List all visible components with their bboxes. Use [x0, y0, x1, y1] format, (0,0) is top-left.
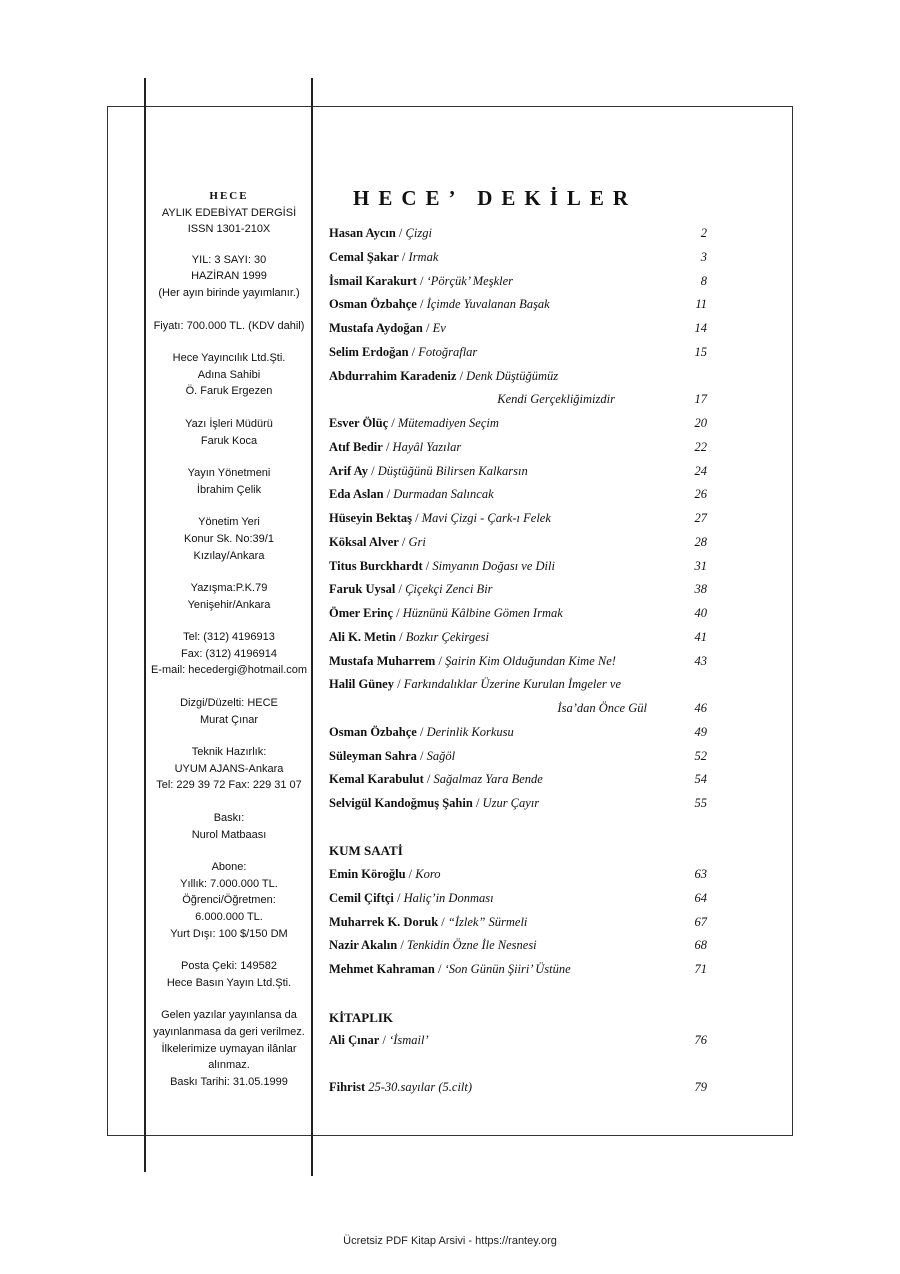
masthead-line: E-mail: hecedergi@hotmail.com [150, 664, 308, 677]
footer-text: Ücretsiz PDF Kitap Arsivi - https://rantey.org [343, 1235, 557, 1247]
entry-title: Bozkır Çekirgesi [405, 629, 489, 644]
entry-page-number: 46 [694, 701, 707, 715]
toc-entry: Hüseyin Bektaş / Mavi Çizgi - Çark-ı Felek 27 [329, 511, 707, 525]
entry-title: Derinlik Korkusu [426, 724, 514, 739]
entry-title: Düştüğünü Bilirsen Kalkarsın [377, 463, 528, 478]
toc-entry: Osman Özbahçe / Derinlik Korkusu 49 [329, 724, 707, 739]
entry-title: Çiçekçi Zenci Bir [405, 582, 493, 597]
entry-author: Ali K. Metin [329, 629, 397, 644]
entry-page-number: 11 [695, 297, 707, 312]
masthead [146, 188, 312, 1106]
entry-title: Denk Düştüğümüz [466, 368, 559, 383]
entry-page-number: 15 [694, 344, 707, 359]
entry-title: Hüznünü Kâlbine Gömen Irmak [402, 606, 563, 620]
entry-page-number: 8 [700, 273, 707, 288]
masthead-line: Yönetim Yeri [198, 516, 260, 529]
masthead-line: Yenişehir/Ankara [187, 598, 271, 611]
entry-author: Hüseyin Bektaş [329, 511, 413, 525]
masthead-line: UYUM AJANS-Ankara [174, 762, 284, 775]
entry-author: Emin Köroğlu [329, 867, 406, 881]
masthead-line: Posta Çeki: 149582 [180, 960, 277, 973]
toc-entry: Mehmet Kahraman / ‘Son Günün Şiiri’ Üstüne 71 [329, 962, 707, 976]
entry-page-number: 2 [700, 226, 707, 240]
toc-entry [329, 701, 707, 719]
entry-author: Ömer Erinç [329, 606, 393, 620]
masthead-line: Fax: (312) 4196914 [180, 647, 277, 660]
masthead-line: HAZİRAN 1999 [191, 270, 267, 283]
toc-entry: Faruk Uysal / Çiçekçi Zenci Bir 38 [329, 582, 707, 597]
postal-info [146, 958, 312, 991]
entry-author: Mehmet Kahraman [329, 962, 435, 976]
toc-index-row [329, 1080, 707, 1098]
entry-page-number: 22 [694, 439, 707, 454]
masthead-line: Yıllık: 7.000.000 TL. [180, 877, 278, 890]
entry-author: Muharrek K. Doruk [329, 914, 439, 929]
index-page: 79 [694, 1080, 707, 1094]
toc-entry: Muharrek K. Doruk / “İzlek” Sürmeli 67 [329, 914, 707, 929]
office-info [146, 514, 312, 564]
masthead-line: Adına Sahibi [197, 368, 261, 381]
masthead-line: Yurt Dışı: 100 $/150 DM [170, 927, 288, 940]
entry-title: İçimde Yuvalanan Başak [426, 297, 550, 312]
entry-title: Şairin Kim Olduğundan Kime Ne! [445, 653, 616, 668]
mail-info [146, 580, 312, 613]
masthead-line: Abone: [211, 861, 247, 874]
tech-info [146, 744, 312, 794]
masthead-line: 6.000.000 TL. [195, 911, 263, 923]
entry-author: Arif Ay [329, 463, 368, 478]
entry-author: Süleyman Sahra [329, 748, 417, 763]
masthead-line: Kızılay/Ankara [193, 549, 265, 562]
entry-page-number: 64 [694, 890, 707, 905]
toc-entry: Titus Burckhardt / Simyanın Doğası ve Dili 31 [329, 558, 707, 573]
entry-author: Selvigül Kandoğmuş Şahin [329, 796, 473, 810]
section-kitaplik: KİTAPLIK [329, 1010, 394, 1025]
masthead-line: Yazı İşleri Müdürü [185, 417, 273, 430]
entry-author: Cemal Şakar [329, 249, 399, 264]
section-kum-saati: KUM SAATİ [329, 843, 403, 858]
masthead-line: Baskı Tarihi: 31.05.1999 [170, 1075, 288, 1088]
entry-title: ‘Son Günün Şiiri’ Üstüne [444, 962, 571, 976]
entry-title: Mavi Çizgi - Çark-ı Felek [421, 511, 551, 525]
masthead-line: yayınlanmasa da geri verilmez. [153, 1025, 305, 1038]
masthead-issn: ISSN 1301-210X [187, 223, 271, 236]
entry-title: ‘İsmail’ [389, 1033, 429, 1047]
entry-page-number: 76 [694, 1033, 707, 1047]
entry-page-number: 67 [694, 914, 707, 929]
contact-info [146, 629, 312, 679]
entry-page-number: 17 [694, 392, 707, 407]
entry-author: Titus Burckhardt [329, 558, 423, 573]
masthead-brand: HECE [209, 190, 249, 202]
publisher-info [146, 350, 312, 400]
entry-title: “İzlek” Sürmeli [447, 914, 528, 929]
entry-page-number: 68 [694, 938, 707, 953]
entry-author: İsmail Karakurt [329, 273, 417, 288]
layout-info [146, 695, 312, 728]
toc-title: HECE’ DEKİLER [353, 186, 638, 210]
masthead-line: Konur Sk. No:39/1 [184, 532, 274, 545]
masthead-line: Dizgi/Düzelti: HECE [180, 697, 278, 710]
masthead-line: Öğrenci/Öğretmen: [182, 894, 276, 907]
masthead-line: Nurol Matbaası [191, 828, 267, 841]
masthead-line: Murat Çınar [199, 713, 259, 726]
entry-page-number: 28 [694, 534, 707, 549]
entry-title: Uzur Çayır [482, 796, 540, 810]
masthead-line: Yazışma:P.K.79 [190, 582, 268, 595]
entry-author: Cemil Çiftçi [329, 890, 394, 905]
entry-author: Eda Aslan [329, 487, 384, 502]
toc-entry: Nazir Akalın / Tenkidin Özne İle Nesnesi 68 [329, 938, 707, 953]
toc-entry: Atıf Bedir / Hayâl Yazılar 22 [329, 439, 707, 454]
entry-title: Koro [415, 867, 441, 881]
toc-entry: Selvigül Kandoğmuş Şahin / Uzur Çayır 55 [329, 796, 707, 810]
toc-entry: Esver Ölüç / Mütemadiyen Seçim 20 [329, 416, 707, 430]
entry-author: Köksal Alver [329, 534, 399, 549]
entry-page-number: 71 [694, 962, 707, 976]
entry-title: Sağalmaz Yara Bende [433, 772, 543, 787]
print-info [146, 810, 312, 843]
entry-title: Gri [408, 534, 426, 549]
entry-title: Sağöl [426, 748, 456, 763]
masthead-line: Gelen yazılar yayınlansa da [161, 1009, 297, 1022]
toc-entry: Cemil Çiftçi / Haliç’in Donması 64 [329, 890, 707, 905]
entry-title: Çizgi [405, 226, 432, 240]
masthead-line: Baskı: [213, 812, 245, 825]
masthead-line: Tel: 229 39 72 Fax: 229 31 07 [156, 779, 302, 792]
entry-author: Hasan Aycın [329, 226, 396, 240]
entry-page-number: 49 [694, 724, 707, 739]
price-info [146, 318, 312, 335]
entry-author: Mustafa Aydoğan [329, 321, 423, 335]
entry-title: Haliç’in Donması [403, 890, 494, 905]
toc-entry: Emin Köroğlu / Koro 63 [329, 867, 707, 881]
toc-entry: Ali Çınar / ‘İsmail’ 76 [329, 1033, 707, 1047]
entry-page-number: 43 [694, 653, 707, 668]
entry-page-number: 24 [694, 463, 707, 478]
toc-entry: Eda Aslan / Durmadan Salıncak 26 [329, 487, 707, 502]
entry-title: Mütemadiyen Seçim [397, 416, 499, 430]
toc-entry: Abdurrahim Karadeniz / Denk Düştüğümüz [329, 368, 559, 383]
index-label: Fihrist [329, 1080, 366, 1094]
entry-title: Tenkidin Özne İle Nesnesi [406, 938, 537, 953]
entry-author: Osman Özbahçe [329, 297, 417, 312]
masthead-line: (Her ayın birinde yayımlanır.) [158, 286, 300, 299]
masthead-line: Hece Basın Yayın Ltd.Şti. [166, 976, 292, 989]
masthead-line: Hece Yayıncılık Ltd.Şti. [172, 352, 286, 365]
toc-entry: Osman Özbahçe / İçimde Yuvalanan Başak 11 [329, 297, 707, 312]
toc-entry [329, 392, 707, 410]
entry-page-number: 40 [694, 606, 707, 620]
entry-author: Osman Özbahçe [329, 724, 417, 739]
toc-entry: Mustafa Aydoğan / Ev 14 [329, 321, 707, 335]
issue-info [146, 252, 312, 302]
toc-entry: İsmail Karakurt / ‘Pörçük’ Meşkler 8 [329, 273, 707, 288]
masthead-line: Tel: (312) 4196913 [183, 631, 275, 644]
entry-author: Kemal Karabulut [329, 772, 424, 787]
entry-title: Fotoğraflar [418, 344, 478, 359]
masthead-line: Yayın Yönetmeni [187, 467, 271, 480]
editor-info [146, 416, 312, 449]
price-text: Fiyatı: 700.000 TL. (KDV dahil) [153, 319, 305, 332]
entry-author: Faruk Uysal [329, 582, 396, 597]
entry-title: Hayâl Yazılar [392, 439, 462, 454]
entry-page-number: 14 [694, 321, 707, 335]
masthead-line: İlkelerimize uymayan ilânlar [161, 1042, 297, 1055]
entry-author: Atıf Bedir [329, 439, 383, 454]
entry-page-number: 52 [694, 748, 707, 763]
toc-entry: Ali K. Metin / Bozkır Çekirgesi 41 [329, 629, 707, 644]
entry-author: Selim Erdoğan [329, 344, 409, 359]
toc-entry: Halil Güney / Farkındalıklar Üzerine Kurulan İmgeler ve [329, 677, 622, 692]
entry-author: Ali Çınar [329, 1033, 380, 1047]
masthead-line: Ö. Faruk Ergezen [185, 385, 273, 398]
entry-title: Ev [432, 321, 446, 335]
toc-entry: Ömer Erinç / Hüznünü Kâlbine Gömen Irmak 40 [329, 606, 707, 620]
entry-title: Durmadan Salıncak [393, 487, 494, 502]
manager-info [146, 465, 312, 498]
masthead-line: YIL: 3 SAYI: 30 [191, 253, 267, 266]
entry-title: ‘Pörçük’ Meşkler [426, 273, 514, 288]
masthead-line: Faruk Koca [200, 434, 258, 447]
entry-page-number: 41 [694, 629, 707, 644]
entry-page-number: 55 [694, 796, 707, 810]
entry-page-number: 20 [694, 416, 707, 430]
entry-page-number: 26 [694, 487, 707, 502]
masthead-line: alınmaz. [208, 1059, 250, 1072]
entry-title: Farkındalıklar Üzerine Kurulan İmgeler ve [403, 677, 622, 692]
entry-page-number: 27 [694, 511, 707, 525]
subscription-info [146, 859, 312, 942]
entry-author: Mustafa Muharrem [329, 653, 436, 668]
entry-title-continued: Kendi Gerçekliğimizdir [497, 392, 615, 407]
entry-title: Simyanın Doğası ve Dili [432, 558, 555, 573]
entry-author: Nazir Akalın [329, 938, 398, 953]
entry-page-number: 38 [694, 582, 707, 597]
index-work: 25-30.sayılar (5.cilt) [368, 1080, 473, 1094]
entry-title: Irmak [408, 249, 439, 264]
entry-page-number: 31 [694, 558, 707, 573]
toc-entry: Cemal Şakar / Irmak 3 [329, 249, 707, 264]
entry-page-number: 54 [694, 772, 707, 787]
entry-page-number: 63 [694, 867, 707, 881]
toc-entry: Selim Erdoğan / Fotoğraflar 15 [329, 344, 707, 359]
toc-entry: Mustafa Muharrem / Şairin Kim Olduğundan Kime Ne! 43 [329, 653, 707, 668]
masthead-line: Teknik Hazırlık: [191, 746, 267, 759]
masthead-subtitle: AYLIK EDEBİYAT DERGİSİ [161, 206, 297, 219]
entry-author: Halil Güney [329, 677, 394, 692]
toc-entry: Köksal Alver / Gri 28 [329, 534, 707, 549]
note-info [146, 1007, 312, 1090]
toc-entry: Kemal Karabulut / Sağalmaz Yara Bende 54 [329, 772, 707, 787]
toc-entry: Süleyman Sahra / Sağöl 52 [329, 748, 707, 763]
entry-author: Esver Ölüç [329, 416, 389, 430]
entry-author: Abdurrahim Karadeniz [329, 368, 457, 383]
toc-entry: Arif Ay / Düştüğünü Bilirsen Kalkarsın 24 [329, 463, 707, 478]
entry-title-continued: İsa’dan Önce Gül [557, 701, 647, 715]
entry-page-number: 3 [700, 249, 707, 264]
toc-entry: Hasan Aycın / Çizgi 2 [329, 226, 707, 240]
masthead-line: İbrahim Çelik [196, 483, 262, 496]
